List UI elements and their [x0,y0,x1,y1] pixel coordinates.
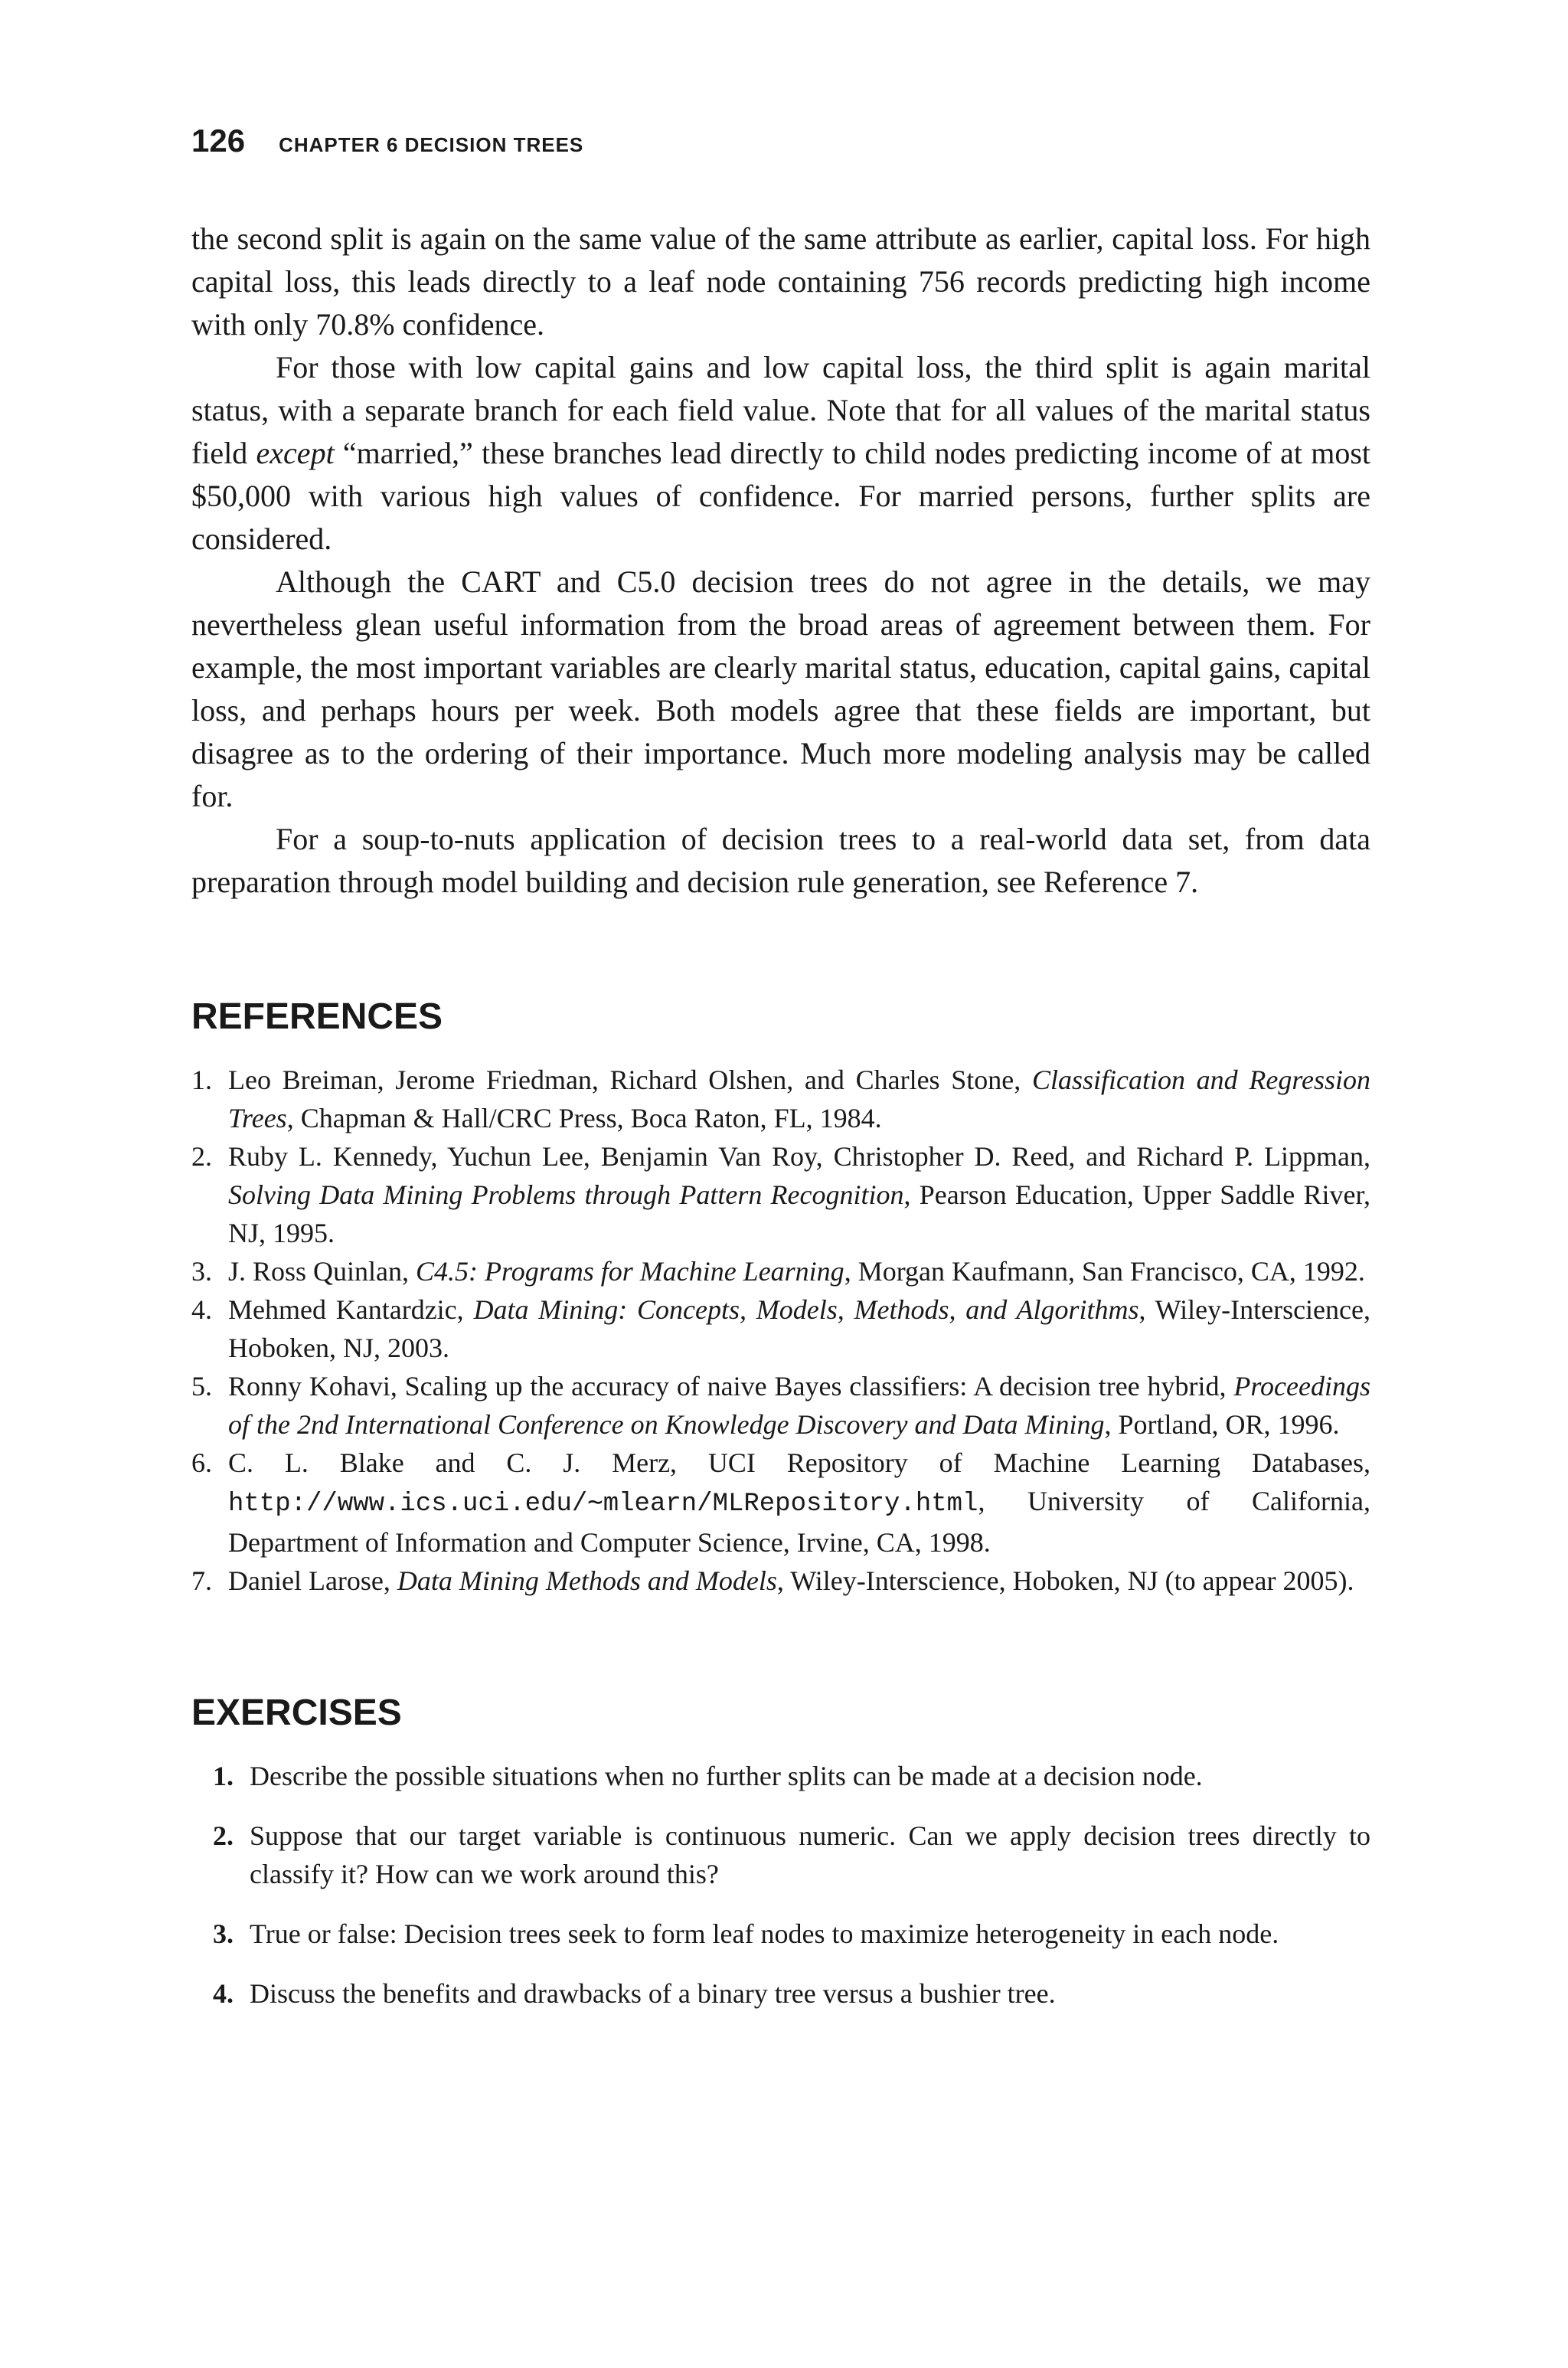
exercise-number: 1. [213,1761,234,1791]
reference-text: C. L. Blake and C. J. Merz, UCI Repository of Machine Learning Databases, [228,1447,1370,1478]
body-text [191,218,1370,904]
reference-text: Ruby L. Kennedy, Yuchun Lee, Benjamin Van Roy, Christopher D. Reed, and Richard P. Lippman, [228,1141,1370,1172]
reference-title: C4.5: Programs for Machine Learning [416,1256,844,1287]
reference-title: Data Mining Methods and Models [397,1565,777,1596]
exercise-number: 4. [213,1978,234,2009]
page-number: 126 [191,123,246,159]
exercise-text: True or false: Decision trees seek to form leaf nodes to maximize heterogeneity in each node. [250,1918,1279,1949]
reference-text: , Portland, OR, 1996. [1104,1409,1340,1440]
reference-text: Mehmed Kantardzic, [228,1294,474,1325]
references-heading: REFERENCES [191,996,443,1037]
reference-number: 1. [191,1065,212,1095]
reference-item [191,1061,1370,1137]
exercise-item [191,1817,1370,1893]
paragraph: Although the CART and C5.0 decision trees do not agree in the details, we may nevertheless glean useful information from the broad areas of agreement between them. For example, the most important variables are clearly marital status, education, capital gains, capital loss, and perhaps hours per week. Both models agree that these fields are important, but disagree as to the ordering of their importance. Much more modeling analysis may be called for. [191,564,1370,813]
reference-item [191,1137,1370,1252]
reference-text: , Wiley-Interscience, Hoboken, NJ, 2003. [228,1294,1370,1363]
reference-item [191,1252,1370,1290]
exercise-text: Suppose that our target variable is continuous numeric. Can we apply decision trees directly to classify it? How can we work around this? [250,1820,1370,1889]
reference-title: Proceedings of the 2nd International Conference on Knowledge Discovery and Data Mining [228,1371,1370,1440]
paragraph-text: “married,” these branches lead directly to child nodes predicting income of at most $50,000 with various high values of confidence. For married persons, further splits are considered. [191,436,1370,556]
reference-title: Solving Data Mining Problems through Pattern Recognition [228,1179,904,1210]
chapter-title: CHAPTER 6 DECISION TREES [279,133,584,156]
exercises-heading: EXERCISES [191,1693,402,1733]
reference-text: Daniel Larose, [228,1565,397,1596]
exercise-item [191,1915,1370,1953]
exercise-number: 3. [213,1918,234,1949]
running-header [191,123,1370,168]
reference-text: , Morgan Kaufmann, San Francisco, CA, 1992. [844,1256,1365,1287]
paragraph: For a soup-to-nuts application of decision trees to a real-world data set, from data preparation through model building and decision rule generation, see Reference 7. [191,822,1370,899]
reference-number: 2. [191,1141,212,1172]
reference-item [191,1444,1370,1562]
reference-text: , Wiley-Interscience, Hoboken, NJ (to appear 2005). [776,1565,1354,1596]
reference-title: Classification and Regression Trees [228,1065,1370,1133]
paragraph-text: For those with low capital gains and low capital loss, the third split is again marital status, with a separate branch for each field value. Note that for all values of the marital status field [191,350,1370,470]
reference-text: , University of California, Department of Information and Computer Science, Irvine, CA, 1998. [228,1486,1370,1558]
reference-url[interactable]: http://www.ics.uci.edu/∼mlearn/MLRepository.html [228,1490,978,1519]
reference-number: 3. [191,1256,212,1287]
exercise-list [191,1757,1370,2013]
reference-item [191,1367,1370,1444]
book-page [191,123,1370,2034]
reference-text: , Chapman & Hall/CRC Press, Boca Raton, FL, 1984. [286,1103,882,1133]
exercise-number: 2. [213,1820,234,1851]
reference-item [191,1290,1370,1367]
reference-title: Data Mining: Concepts, Models, Methods, and Algorithms [473,1294,1139,1325]
paragraph: the second split is again on the same value of the same attribute as earlier, capital loss. For high capital loss, this leads directly to a leaf node containing 756 records predicting high income with only 70.8% confidence. [191,221,1370,342]
exercise-text: Describe the possible situations when no further splits can be made at a decision node. [250,1761,1203,1791]
exercise-text: Discuss the benefits and drawbacks of a binary tree versus a bushier tree. [250,1978,1056,2009]
reference-item [191,1562,1370,1600]
exercise-item [191,1757,1370,1795]
exercise-item [191,1974,1370,2013]
reference-text: , Pearson Education, Upper Saddle River, NJ, 1995. [228,1179,1370,1248]
reference-text: Leo Breiman, Jerome Friedman, Richard Olshen, and Charles Stone, [228,1065,1032,1095]
emphasis-text: except [256,436,335,470]
reference-text: J. Ross Quinlan, [228,1256,416,1287]
reference-number: 5. [191,1371,212,1402]
reference-number: 6. [191,1447,212,1478]
reference-text: Ronny Kohavi, Scaling up the accuracy of naive Bayes classifiers: A decision tree hybrid, [228,1371,1234,1402]
reference-number: 7. [191,1565,212,1596]
paragraph [191,346,1370,561]
reference-list [191,1061,1370,1600]
reference-number: 4. [191,1294,212,1325]
